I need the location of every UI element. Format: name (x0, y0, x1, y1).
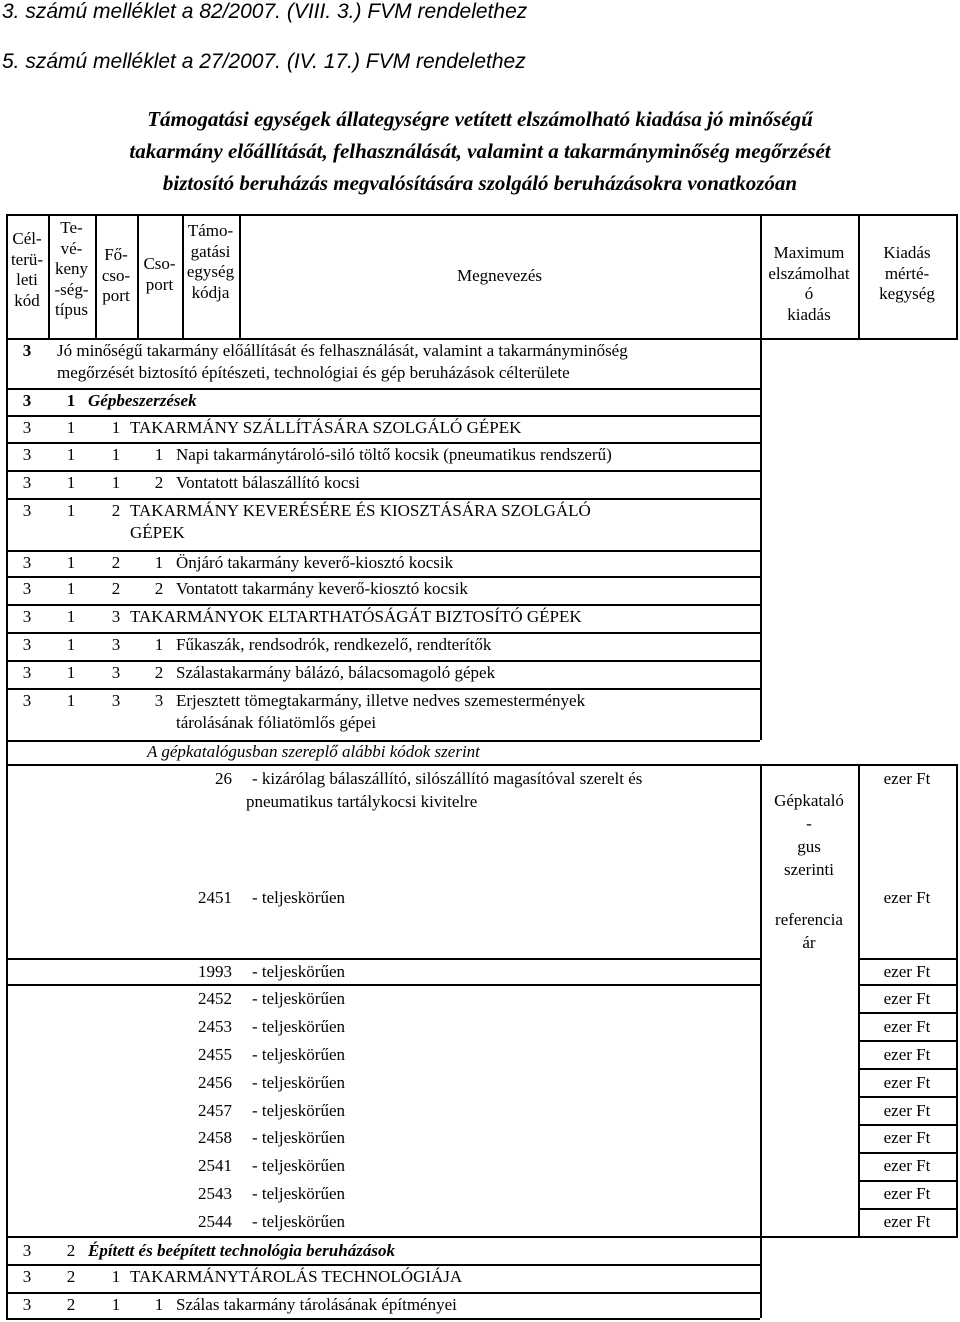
code-block-left-border (6, 764, 8, 1238)
row-code: 1 (66, 445, 76, 464)
catalog-code: 2456 (198, 1073, 232, 1092)
row-right-border (760, 470, 762, 498)
col-header-tevekenyseg-tipus-line: típus (54, 300, 89, 319)
col-header-celteruleti-kod-line: Cél- (12, 229, 42, 248)
catalog-desc: - teljeskörűen (252, 1017, 345, 1036)
max-kiadas-text: referencia (775, 910, 843, 929)
code-block-max-divider (760, 764, 762, 1238)
row-right-border (760, 660, 762, 688)
col-header-celteruleti-kod-line: kód (14, 290, 40, 310)
row-code: 1 (111, 1267, 121, 1286)
catalog-code: 2543 (198, 1184, 232, 1203)
code-row-border (6, 984, 760, 986)
title-line-2: takarmány előállítását, felhasználását, valamint a takarmányminőség megőrzését (129, 139, 831, 163)
row-code: 1 (154, 635, 164, 654)
row-code: 3 (22, 501, 32, 520)
row-code: 1 (66, 418, 76, 437)
catalog-code: 2455 (198, 1045, 232, 1064)
catalog-desc: - teljeskörűen (252, 1212, 345, 1231)
col-header-kiadas-mertekegyseg-line: Kiadás (883, 243, 931, 262)
row-border (6, 1318, 760, 1320)
catalog-code: 2457 (198, 1101, 232, 1120)
unit-row-border (858, 1040, 956, 1042)
row-code: 2 (66, 1267, 76, 1286)
row-code: 3 (22, 553, 32, 572)
col-header-tamogatasi-egyseg-line: kódja (191, 282, 230, 302)
row-code: 1 (111, 473, 121, 492)
catalog-unit: ezer Ft (883, 1045, 931, 1064)
row-code: 3 (154, 691, 164, 710)
row-code: 2 (66, 1241, 76, 1260)
row-name: TAKARMÁNY KEVERÉSÉRE ÉS KIOSZTÁSÁRA SZOLGÁLÓ (130, 501, 591, 520)
catalog-code: 2453 (198, 1017, 232, 1036)
row-code: 3 (111, 663, 121, 682)
row-code: 2 (111, 501, 121, 520)
row-right-border (760, 576, 762, 604)
col-header-maximum-kiadas-line: ó (804, 284, 814, 303)
row-name: Szálas takarmány tárolásának építményei (176, 1295, 457, 1314)
row-right-border (760, 1292, 762, 1318)
row-code: 3 (22, 391, 32, 410)
col-header-megnevezes: Megnevezés (457, 266, 542, 285)
catalog-code: 2541 (198, 1156, 232, 1175)
row-name: Fűkaszák, rendsodrók, rendkezelő, rendterítők (176, 635, 492, 654)
col-header-tamogatasi-egyseg-line: Támo- (187, 221, 234, 240)
row-code: 2 (154, 579, 164, 598)
row-right-border (760, 498, 762, 550)
code-row-border (6, 958, 760, 960)
col-header-focsoport-line: Fő- (104, 245, 128, 264)
unit-row-border (858, 1208, 956, 1210)
col-header-maximum-kiadas-line: Maximum (773, 243, 845, 262)
col-header-maximum-kiadas-line: kiadás (787, 304, 831, 324)
row-name: Napi takarmánytároló-siló töltő kocsik (pneumatikus rendszerű) (176, 445, 612, 464)
row-code: 3 (22, 1295, 32, 1314)
catalog-desc-cont: pneumatikus tartálykocsi kivitelre (246, 792, 478, 811)
row-code: 3 (22, 691, 32, 710)
col-header-tamogatasi-egyseg (182, 221, 239, 303)
row-name-cont: GÉPEK (130, 523, 185, 542)
row-code: 3 (22, 663, 32, 682)
catalog-desc: - teljeskörűen (252, 1156, 345, 1175)
row-code: 1 (111, 1295, 121, 1314)
col-header-kiadas-mertekegyseg-line: mérté- (884, 263, 930, 283)
catalog-unit: ezer Ft (883, 1073, 931, 1092)
catalog-desc: - teljeskörűen (252, 1073, 345, 1092)
col-header-csoport-line: Cso- (143, 254, 176, 273)
row-name: TAKARMÁNYOK ELTARTHATÓSÁGÁT BIZTOSÍTÓ GÉPEK (130, 607, 582, 626)
row-name: Jó minőségű takarmány előállítását és felhasználását, valamint a takarmányminőség (57, 341, 628, 360)
col-header-tevekenyseg-tipus-line: vé- (60, 238, 83, 258)
catalog-unit: ezer Ft (883, 1128, 931, 1147)
catalog-unit: ezer Ft (883, 1212, 931, 1231)
row-code: 1 (111, 418, 121, 437)
max-kiadas-text: Gépkataló (774, 791, 844, 810)
col-header-csoport-line: port (145, 274, 174, 294)
catalog-unit: ezer Ft (883, 1156, 931, 1175)
row-code: 1 (66, 635, 76, 654)
row-code: 1 (66, 607, 76, 626)
row-name: Épített és beépített technológia beruházások (88, 1241, 395, 1260)
row-code: 2 (154, 473, 164, 492)
col-header-kiadas-mertekegyseg-line: kegység (879, 284, 935, 303)
row-right-border (760, 415, 762, 442)
code-block-unit-divider (858, 764, 860, 1238)
row-code: 3 (22, 1267, 32, 1286)
row-code: 2 (111, 579, 121, 598)
row-code: 3 (111, 691, 121, 710)
row-right-border (760, 388, 762, 415)
row-code: 3 (22, 445, 32, 464)
col-header-csoport (137, 254, 182, 295)
unit-row-border (858, 1012, 956, 1014)
note-left-border (6, 740, 8, 764)
row-code: 1 (154, 1295, 164, 1314)
row-code: 1 (66, 691, 76, 710)
katalogus-note: A gépkatalógusban szereplő alábbi kódok szerint (147, 742, 480, 761)
row-code: 1 (66, 473, 76, 492)
catalog-code: 1993 (198, 962, 232, 981)
catalog-code: 2458 (198, 1128, 232, 1147)
code-block-right-border (956, 764, 958, 1238)
col-header-tevekenyseg-tipus-line: keny (54, 259, 89, 278)
catalog-unit: ezer Ft (883, 1017, 931, 1036)
row-name: TAKARMÁNY SZÁLLÍTÁSÁRA SZOLGÁLÓ GÉPEK (130, 418, 522, 437)
table-top-border (6, 214, 956, 216)
row-code: 3 (22, 579, 32, 598)
col-header-kiadas-mertekegyseg (858, 243, 956, 305)
row-code: 1 (66, 391, 76, 410)
catalog-desc: - teljeskörűen (252, 962, 345, 981)
row-code: 3 (22, 607, 32, 626)
catalog-unit: ezer Ft (883, 1101, 931, 1120)
catalog-code: 2452 (198, 989, 232, 1008)
row-right-border (760, 550, 762, 576)
row-right-border (760, 604, 762, 632)
col-header-celteruleti-kod (6, 229, 48, 311)
row-code: 3 (22, 473, 32, 492)
note-bottom-border (6, 764, 956, 766)
col-header-tamogatasi-egyseg-line: gatási (190, 241, 231, 261)
catalog-unit: ezer Ft (883, 888, 931, 907)
col-header-focsoport-line: port (102, 286, 130, 305)
row-code: 1 (111, 445, 121, 464)
row-code: 3 (111, 607, 121, 626)
row-name: Erjesztett tömegtakarmány, illetve nedves szemestermények (176, 691, 586, 710)
catalog-desc: - teljeskörűen (252, 1045, 345, 1064)
header-line-2: 5. számú melléklet a 27/2007. (IV. 17.) FVM rendelethez (2, 50, 526, 73)
row-code: 3 (22, 418, 32, 437)
col-header-tamogatasi-egyseg-line: egység (186, 262, 235, 281)
row-name: Vontatott takarmány keverő-kiosztó kocsik (176, 579, 468, 598)
row-right-border (760, 338, 762, 388)
catalog-desc: - teljeskörűen (252, 1128, 345, 1147)
catalog-unit: ezer Ft (883, 769, 931, 788)
row-name: Szálastakarmány bálázó, bálacsomagoló gépek (176, 663, 496, 682)
row-code: 3 (22, 635, 32, 654)
col-header-tevekenyseg-tipus-line: -ség- (54, 279, 89, 299)
unit-row-border (858, 1096, 956, 1098)
row-code: 1 (66, 553, 76, 572)
unit-row-border (858, 1152, 956, 1154)
row-right-border (760, 442, 762, 470)
catalog-code: 2451 (198, 888, 232, 907)
unit-row-border (858, 1068, 956, 1070)
row-code: 1 (66, 579, 76, 598)
catalog-desc: - teljeskörűen (252, 1101, 345, 1120)
unit-row-border (858, 1180, 956, 1182)
row-code: 1 (154, 553, 164, 572)
row-name-cont: tárolásának fóliatömlős gépei (176, 713, 377, 732)
catalog-unit: ezer Ft (883, 962, 931, 981)
col-header-focsoport (95, 245, 137, 307)
row-right-border (760, 1238, 762, 1264)
catalog-unit: ezer Ft (883, 1184, 931, 1203)
row-code: 1 (66, 501, 76, 520)
max-kiadas-text: - (806, 814, 812, 833)
catalog-code: 26 (215, 769, 232, 788)
row-code: 3 (22, 1241, 32, 1260)
unit-row-border (858, 1124, 956, 1126)
col-header-celteruleti-kod-line: terü- (10, 249, 44, 269)
row-name: Gépbeszerzések (88, 391, 197, 410)
row-right-border (760, 688, 762, 740)
col-header-maximum-kiadas (760, 243, 858, 325)
row-code: 3 (111, 635, 121, 654)
row-name: Önjáró takarmány keverő-kiosztó kocsik (176, 553, 454, 572)
col-header-tevekenyseg-tipus (48, 218, 95, 321)
unit-row-border (858, 984, 956, 986)
catalog-unit: ezer Ft (883, 989, 931, 1008)
header-line-1: 3. számú melléklet a 82/2007. (VIII. 3.) FVM rendelethez (2, 0, 528, 23)
row-code: 3 (22, 341, 32, 360)
col-header-maximum-kiadas-line: elszámolhat (768, 263, 850, 283)
col-header-tevekenyseg-tipus-line: Te- (60, 218, 83, 237)
row-code: 1 (66, 663, 76, 682)
row-code: 2 (111, 553, 121, 572)
row-code: 1 (154, 445, 164, 464)
row-name: TAKARMÁNYTÁROLÁS TECHNOLÓGIÁJA (130, 1267, 463, 1286)
row-name: Vontatott bálaszállító kocsi (176, 473, 360, 492)
col-header-focsoport-line: cso- (101, 265, 131, 285)
max-kiadas-text: gus (797, 837, 821, 856)
unit-row-border (858, 958, 956, 960)
row-right-border (760, 632, 762, 660)
header-column-divider (956, 214, 958, 340)
max-kiadas-text: ár (802, 933, 816, 952)
title-line-3: biztosító beruházás megvalósítására szolgáló beruházásokra vonatkozóan (162, 171, 798, 195)
code-block-bottom-border (6, 1236, 956, 1238)
row-name-cont: megőrzését biztosító építészeti, technológiai és gép beruházások célterülete (57, 363, 570, 382)
row-code: 2 (66, 1295, 76, 1314)
col-header-celteruleti-kod-line: leti (16, 270, 38, 289)
catalog-desc: - teljeskörűen (252, 888, 345, 907)
catalog-code: 2544 (198, 1212, 232, 1231)
row-code: 2 (154, 663, 164, 682)
max-kiadas-text: szerinti (783, 860, 835, 879)
catalog-desc: - teljeskörűen (252, 1184, 345, 1203)
row-right-border (760, 1264, 762, 1292)
title-line-1: Támogatási egységek állategységre vetített elszámolható kiadása jó minőségű (147, 107, 813, 131)
catalog-desc: - kizárólag bálaszállító, silószállító magasítóval szerelt és (252, 769, 643, 788)
catalog-desc: - teljeskörűen (252, 989, 345, 1008)
